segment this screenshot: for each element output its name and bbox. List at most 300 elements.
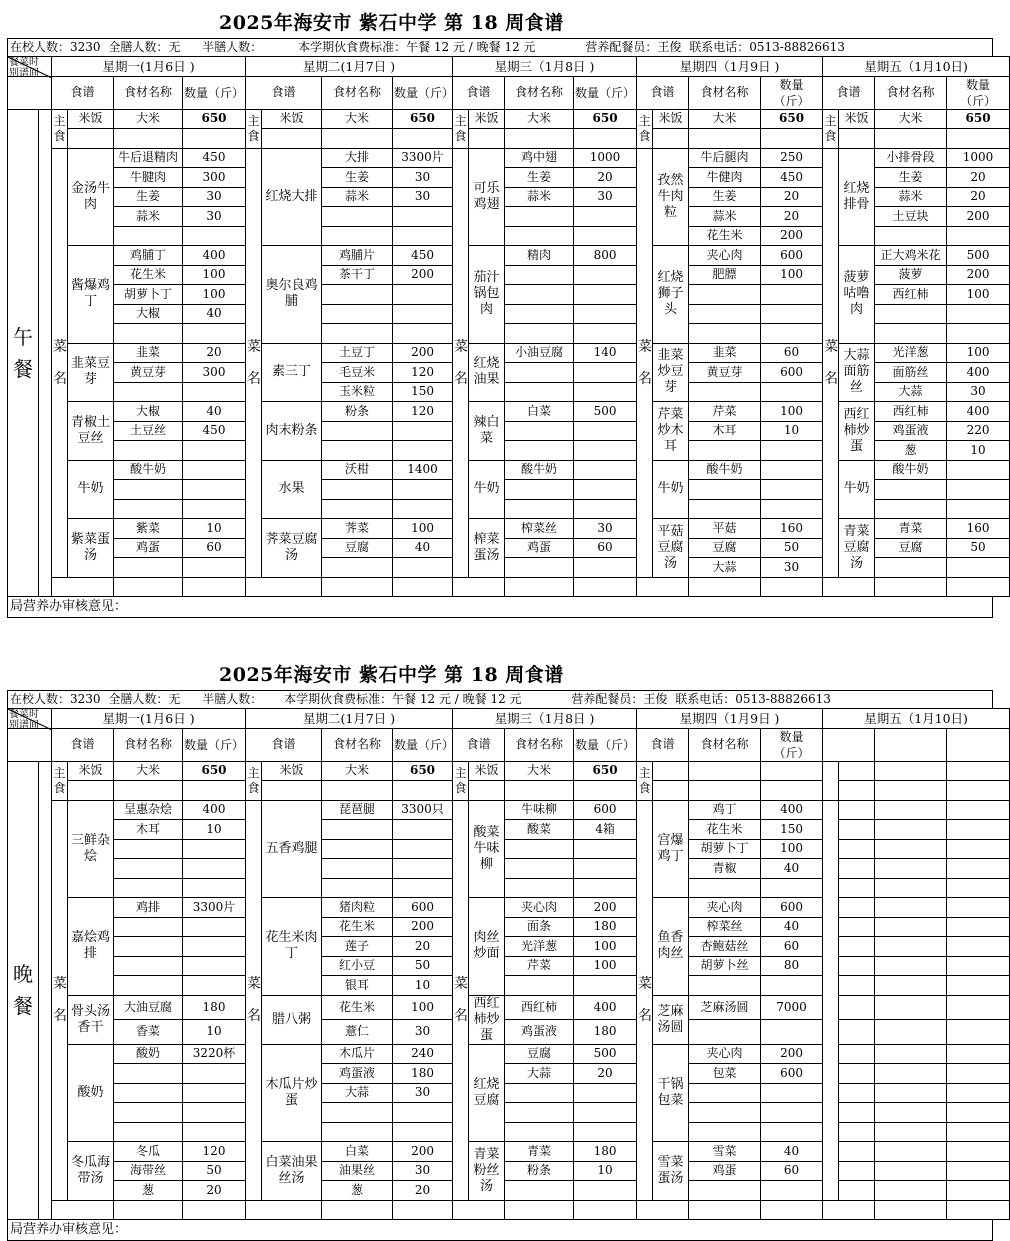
dish-row <box>8 1161 1010 1181</box>
staple-label <box>453 109 469 148</box>
category-char: 名 <box>53 370 67 387</box>
blank-cell <box>947 1181 1010 1201</box>
ingredient-name: 油果丝 <box>322 1161 393 1181</box>
dish-name: 雪菜蛋汤 <box>653 1142 689 1201</box>
corner-label <box>9 57 39 79</box>
dish-row <box>8 1064 1010 1084</box>
ingredient-quantity: 20 <box>761 187 823 207</box>
ingredient-name <box>114 499 183 519</box>
category-char: 名 <box>247 370 262 387</box>
staple-label-char: 主 <box>454 765 467 780</box>
ingredient-quantity <box>761 878 823 898</box>
ingredient-quantity: 10 <box>183 1020 246 1045</box>
quantity-header: 数量（斤） <box>574 728 637 761</box>
ingredient-name: 豆腐 <box>689 538 761 558</box>
ingredient-name: 薏仁 <box>322 1020 393 1045</box>
blank-cell <box>839 956 875 976</box>
ingredient-quantity: 20 <box>393 937 453 957</box>
recipe-header: 食谱 <box>453 728 505 761</box>
dish-category-label <box>823 800 839 1200</box>
blank-cell <box>689 1200 761 1220</box>
dish-name: 青菜粉丝汤 <box>469 1142 505 1201</box>
staple-label-char: 食 <box>824 128 837 143</box>
ingredient-quantity <box>947 460 1010 480</box>
staple-ingredient: 大米 <box>505 761 574 781</box>
recipe-header: 食谱 <box>52 76 114 109</box>
ingredient-quantity: 40 <box>393 538 453 558</box>
dish-category-label <box>823 148 839 577</box>
blank-cell <box>839 820 875 840</box>
dish-row <box>8 1083 1010 1103</box>
ingredient-name <box>114 956 183 976</box>
ingredient-quantity <box>393 207 453 227</box>
ingredient-name <box>505 207 574 227</box>
blank-header <box>8 76 52 109</box>
staple-label-char: 主 <box>824 113 837 128</box>
ingredient-name: 蒜米 <box>505 187 574 207</box>
staple-quantity <box>761 761 823 781</box>
ingredient-quantity <box>761 976 823 996</box>
ingredient-name <box>114 1064 183 1084</box>
blank-cell <box>52 1200 114 1220</box>
ingredient-name <box>322 207 393 227</box>
staple-dish: 米饭 <box>469 761 505 781</box>
ingredient-quantity: 400 <box>574 995 637 1020</box>
dish-row <box>8 1181 1010 1201</box>
blank-cell <box>839 917 875 937</box>
blank-cell <box>947 1103 1010 1123</box>
blank-cell <box>839 781 875 801</box>
blank-column <box>39 109 52 597</box>
ingredient-name <box>505 480 574 500</box>
ingredient-name: 鸡排 <box>114 898 183 918</box>
ingredient-name <box>875 480 947 500</box>
ingredient-quantity <box>183 499 246 519</box>
ingredient-quantity: 150 <box>393 382 453 402</box>
ingredient-quantity: 3220杯 <box>183 1044 246 1064</box>
blank-cell <box>947 1064 1010 1084</box>
ingredient-name <box>114 878 183 898</box>
ingredient-name <box>689 441 761 461</box>
ingredient-name: 牛味柳 <box>505 800 574 820</box>
ingredient-name: 鸡蛋液 <box>322 1064 393 1084</box>
ingredient-name: 杏鲍菇丝 <box>689 937 761 957</box>
blank-cell <box>246 1200 322 1220</box>
blank-header <box>8 728 52 761</box>
ingredient-quantity <box>761 1020 823 1045</box>
blank-cell <box>505 129 574 149</box>
staple-label-char: 主 <box>53 113 66 128</box>
ingredient-name <box>875 558 947 578</box>
category-char: 名 <box>454 1008 469 1024</box>
ingredient-quantity <box>393 859 453 879</box>
ingredient-name <box>689 499 761 519</box>
ingredient-name <box>322 839 393 859</box>
ingredient-name <box>322 304 393 324</box>
staple-dish: 米饭 <box>839 109 875 129</box>
ingredient-name <box>114 226 183 246</box>
ingredient-quantity: 160 <box>761 519 823 539</box>
ingredient-name: 牛健肉 <box>689 168 761 188</box>
nutritionist: 营养配餐员：王俊 <box>585 40 682 54</box>
dish-name: 酸菜牛味柳 <box>469 800 505 898</box>
dish-category-label <box>637 800 653 1200</box>
ingredient-quantity <box>393 421 453 441</box>
ingredient-quantity: 30 <box>574 519 637 539</box>
ingredient-header: 食材名称 <box>114 728 183 761</box>
ingredient-quantity: 100 <box>761 839 823 859</box>
ingredient-quantity: 180 <box>574 917 637 937</box>
dish-row <box>8 917 1010 937</box>
blank-cell <box>875 800 947 820</box>
dish-name: 红烧油果 <box>469 343 505 402</box>
ingredient-quantity: 40 <box>761 917 823 937</box>
ingredient-quantity: 20 <box>183 1181 246 1201</box>
ingredient-name: 海带丝 <box>114 1161 183 1181</box>
ingredient-quantity <box>183 956 246 976</box>
ingredient-quantity: 3300片 <box>393 148 453 168</box>
ingredient-quantity: 400 <box>183 800 246 820</box>
recipe-header: 食谱 <box>823 76 875 109</box>
ingredient-quantity: 3300片 <box>183 898 246 918</box>
dish-row <box>8 1020 1010 1045</box>
ingredient-name: 牛腱肉 <box>114 168 183 188</box>
blank-cell <box>875 820 947 840</box>
ingredient-name: 榨菜丝 <box>689 917 761 937</box>
dish-row <box>8 148 1010 168</box>
staple-label-char: 主 <box>247 765 260 780</box>
ingredient-quantity <box>183 480 246 500</box>
ingredient-name: 生姜 <box>114 187 183 207</box>
ingredient-name: 玉米粒 <box>322 382 393 402</box>
dish-name: 牛奶 <box>68 460 114 519</box>
ingredient-name: 豆腐 <box>505 1044 574 1064</box>
ingredient-name: 酸牛奶 <box>505 460 574 480</box>
ingredient-quantity <box>393 304 453 324</box>
blank-cell <box>68 129 114 149</box>
corner-label <box>9 709 39 731</box>
ingredient-name: 光洋葱 <box>875 343 947 363</box>
ingredient-name: 花生米 <box>322 917 393 937</box>
ingredient-quantity <box>574 382 637 402</box>
blank-cell <box>393 129 453 149</box>
half-meal-count: 半膳人数： <box>202 40 263 54</box>
staple-quantity: 650 <box>183 109 246 129</box>
ingredient-name: 芹菜 <box>505 956 574 976</box>
dish-name: 茄汁锅包肉 <box>469 246 505 344</box>
ingredient-name <box>689 1181 761 1201</box>
category-char: 名 <box>638 1008 653 1024</box>
ingredient-name <box>505 363 574 383</box>
full-meal-count: 全膳人数：无 <box>108 692 181 706</box>
meal-label-char: 餐 <box>13 994 33 1019</box>
dish-name: 白菜油果丝汤 <box>262 1142 322 1201</box>
ingredient-name: 花生米 <box>322 995 393 1020</box>
dish-category-label <box>246 148 262 577</box>
blank-cell <box>875 956 947 976</box>
ingredient-quantity: 500 <box>574 402 637 422</box>
ingredient-name: 大排 <box>322 148 393 168</box>
ingredient-name: 鸡蛋 <box>114 538 183 558</box>
dish-name: 西红柿炒蛋 <box>839 402 875 461</box>
staple-label <box>637 109 653 148</box>
ingredient-name: 木瓜片 <box>322 1044 393 1064</box>
ingredient-name <box>322 820 393 840</box>
ingredient-quantity: 200 <box>947 207 1010 227</box>
ingredient-quantity <box>183 859 246 879</box>
ingredient-name: 面条 <box>505 917 574 937</box>
dish-name: 红烧豆腐 <box>469 1044 505 1142</box>
category-char: 名 <box>638 370 653 387</box>
ingredient-quantity <box>393 820 453 840</box>
ingredient-header: 食材名称 <box>875 76 947 109</box>
ingredient-quantity: 100 <box>947 285 1010 305</box>
dish-row <box>8 937 1010 957</box>
ingredient-name <box>505 285 574 305</box>
student-count: 在校人数：3230 <box>10 692 101 706</box>
blank-cell <box>761 781 823 801</box>
ingredient-name <box>505 558 574 578</box>
blank-cell <box>183 1200 246 1220</box>
ingredient-quantity: 100 <box>183 285 246 305</box>
ingredient-quantity: 30 <box>393 1020 453 1045</box>
ingredient-name: 芝麻汤圆 <box>689 995 761 1020</box>
dish-name: 红烧排骨 <box>839 148 875 246</box>
recipe-header: 食谱 <box>453 76 505 109</box>
ingredient-name: 正大鸡米花 <box>875 246 947 266</box>
ingredient-quantity: 60 <box>574 538 637 558</box>
ingredient-name <box>689 285 761 305</box>
category-char: 名 <box>247 1008 262 1024</box>
ingredient-name <box>505 421 574 441</box>
dish-row <box>8 859 1010 879</box>
dish-name: 冬瓜海带汤 <box>68 1142 114 1201</box>
ingredient-name: 肥膘 <box>689 265 761 285</box>
ingredient-name <box>322 285 393 305</box>
ingredient-quantity <box>574 1122 637 1142</box>
ingredient-quantity: 20 <box>574 168 637 188</box>
meal-label-char: 午 <box>13 324 33 349</box>
ingredient-name <box>505 1122 574 1142</box>
blank-cell <box>875 859 947 879</box>
contact-phone: 联系电话：0513-88826613 <box>689 40 845 54</box>
ingredient-quantity <box>947 480 1010 500</box>
ingredient-header: 食材名称 <box>505 728 574 761</box>
blank-cell <box>262 781 322 801</box>
blank-cell <box>947 976 1010 996</box>
ingredient-quantity: 600 <box>761 898 823 918</box>
ingredient-quantity: 100 <box>947 343 1010 363</box>
ingredient-quantity: 1000 <box>574 148 637 168</box>
ingredient-name <box>875 304 947 324</box>
staple-label <box>52 761 68 800</box>
ingredient-quantity: 60 <box>761 1161 823 1181</box>
ingredient-quantity: 60 <box>761 343 823 363</box>
ingredient-name: 鸡中翅 <box>505 148 574 168</box>
dish-row <box>8 460 1010 480</box>
blank-cell <box>574 781 637 801</box>
ingredient-quantity: 240 <box>393 1044 453 1064</box>
ingredient-name: 花生米 <box>114 265 183 285</box>
dish-name: 肉末粉条 <box>262 402 322 461</box>
ingredient-name: 土豆丁 <box>322 343 393 363</box>
blank-cell <box>393 1200 453 1220</box>
ingredient-quantity <box>761 441 823 461</box>
ingredient-quantity: 200 <box>393 343 453 363</box>
ingredient-name: 葱 <box>322 1181 393 1201</box>
ingredient-quantity: 40 <box>761 1142 823 1162</box>
category-char: 菜 <box>638 338 653 355</box>
ingredient-quantity <box>574 839 637 859</box>
dish-name: 腊八粥 <box>262 995 322 1044</box>
ingredient-quantity: 120 <box>393 402 453 422</box>
ingredient-name: 豆腐 <box>322 538 393 558</box>
ingredient-quantity <box>183 1122 246 1142</box>
ingredient-name: 大椒 <box>114 304 183 324</box>
day-header: 星期一(1月6日 ) <box>52 57 246 77</box>
ingredient-name <box>322 499 393 519</box>
corner-cell <box>8 709 52 729</box>
blank-cell <box>823 1200 875 1220</box>
staple-label-char: 食 <box>454 128 467 143</box>
ingredient-quantity: 200 <box>947 265 1010 285</box>
ingredient-name: 白菜 <box>505 402 574 422</box>
ingredient-name: 大蒜 <box>875 382 947 402</box>
ingredient-quantity: 100 <box>574 937 637 957</box>
ingredient-name: 青椒 <box>689 859 761 879</box>
ingredient-name: 生姜 <box>689 187 761 207</box>
ingredient-quantity <box>183 839 246 859</box>
blank-cell <box>505 1200 574 1220</box>
ingredient-name: 酸菜 <box>505 820 574 840</box>
ingredient-name: 西红柿 <box>875 285 947 305</box>
ingredient-name <box>322 878 393 898</box>
ingredient-quantity: 400 <box>761 800 823 820</box>
ingredient-quantity: 50 <box>761 538 823 558</box>
ingredient-quantity: 3300只 <box>393 800 453 820</box>
staple-dish: 米饭 <box>469 109 505 129</box>
ingredient-quantity <box>947 324 1010 344</box>
dish-row <box>8 246 1010 266</box>
ingredient-quantity: 600 <box>761 246 823 266</box>
ingredient-quantity: 1400 <box>393 460 453 480</box>
dish-name: 西红柿炒蛋 <box>469 995 505 1044</box>
ingredient-quantity: 200 <box>761 226 823 246</box>
quantity-header-line: （斤） <box>960 93 997 108</box>
blank-cell <box>947 1122 1010 1142</box>
ingredient-name: 小排骨段 <box>875 148 947 168</box>
dish-name: 紫菜蛋汤 <box>68 519 114 578</box>
ingredient-quantity <box>574 1083 637 1103</box>
staple-row <box>8 761 1010 781</box>
ingredient-quantity <box>947 304 1010 324</box>
ingredient-name: 青菜 <box>505 1142 574 1162</box>
ingredient-quantity <box>183 917 246 937</box>
ingredient-name <box>322 421 393 441</box>
day-header: 星期二(1月7日 ) <box>246 709 453 729</box>
ingredient-name <box>114 1122 183 1142</box>
ingredient-name: 夹心肉 <box>689 246 761 266</box>
blank-cell <box>839 129 875 149</box>
ingredient-quantity <box>574 265 637 285</box>
staple-label <box>52 109 68 148</box>
blank-cell <box>947 577 1010 597</box>
category-char: 菜 <box>247 976 262 992</box>
staple-dish: 米饭 <box>653 109 689 129</box>
blank-cell <box>839 976 875 996</box>
blank-cell <box>839 937 875 957</box>
ingredient-quantity: 500 <box>574 1044 637 1064</box>
ingredient-name <box>114 1083 183 1103</box>
blank-cell <box>823 577 875 597</box>
ingredient-quantity: 100 <box>761 402 823 422</box>
quantity-header: 数量（斤） <box>183 728 246 761</box>
ingredient-name: 酸牛奶 <box>875 460 947 480</box>
dish-name: 可乐鸡翅 <box>469 148 505 246</box>
ingredient-quantity: 450 <box>393 246 453 266</box>
ingredient-name: 生姜 <box>505 168 574 188</box>
dinner-menu-sheet <box>7 660 993 1241</box>
dish-name: 红烧大排 <box>262 148 322 246</box>
category-char: 名 <box>454 370 469 387</box>
ingredient-quantity: 100 <box>393 519 453 539</box>
blank-cell <box>246 577 322 597</box>
dish-row <box>8 956 1010 976</box>
ingredient-name: 芹菜 <box>689 402 761 422</box>
ingredient-quantity: 60 <box>761 937 823 957</box>
ingredient-name: 鸡蛋 <box>505 538 574 558</box>
dish-name: 宫爆鸡丁 <box>653 800 689 898</box>
ingredient-quantity <box>574 421 637 441</box>
blank-cell <box>574 577 637 597</box>
ingredient-name: 蒜米 <box>875 187 947 207</box>
day-header: 星期五（1月10日) <box>823 709 1010 729</box>
ingredient-quantity <box>183 937 246 957</box>
blank-cell <box>839 839 875 859</box>
ingredient-quantity <box>574 859 637 879</box>
staple-label-char: 主 <box>247 113 260 128</box>
half-meal-count: 半膳人数： <box>202 692 263 706</box>
dish-name: 荠菜豆腐汤 <box>262 519 322 578</box>
dish-name: 水果 <box>262 460 322 519</box>
ingredient-name <box>114 382 183 402</box>
ingredient-quantity: 30 <box>947 382 1010 402</box>
blank-column <box>39 761 52 1220</box>
ingredient-quantity: 300 <box>183 168 246 188</box>
recipe-header: 食谱 <box>246 728 322 761</box>
blank-cell <box>689 781 761 801</box>
dish-name: 芹菜炒木耳 <box>653 402 689 461</box>
blank-cell <box>947 1020 1010 1045</box>
dish-name: 肉丝炒面 <box>469 898 505 996</box>
ingredient-quantity: 20 <box>947 168 1010 188</box>
ingredient-quantity: 20 <box>947 187 1010 207</box>
staple-dish: 米饭 <box>262 109 322 129</box>
fee-standard: 本学期伙食费标准：午餐 12 元 / 晚餐 12 元 <box>284 692 522 706</box>
blank-cell <box>947 820 1010 840</box>
blank-cell <box>875 1083 947 1103</box>
day-header: 星期三（1月8日 ) <box>453 709 637 729</box>
ingredient-quantity: 800 <box>574 246 637 266</box>
ingredient-quantity <box>393 226 453 246</box>
ingredient-quantity: 250 <box>761 148 823 168</box>
ingredient-name: 荠菜 <box>322 519 393 539</box>
fee-standard: 本学期伙食费标准：午餐 12 元 / 晚餐 12 元 <box>298 40 536 54</box>
staple-row <box>8 109 1010 129</box>
ingredient-quantity <box>574 304 637 324</box>
dish-row <box>8 995 1010 1020</box>
ingredient-name <box>322 1122 393 1142</box>
